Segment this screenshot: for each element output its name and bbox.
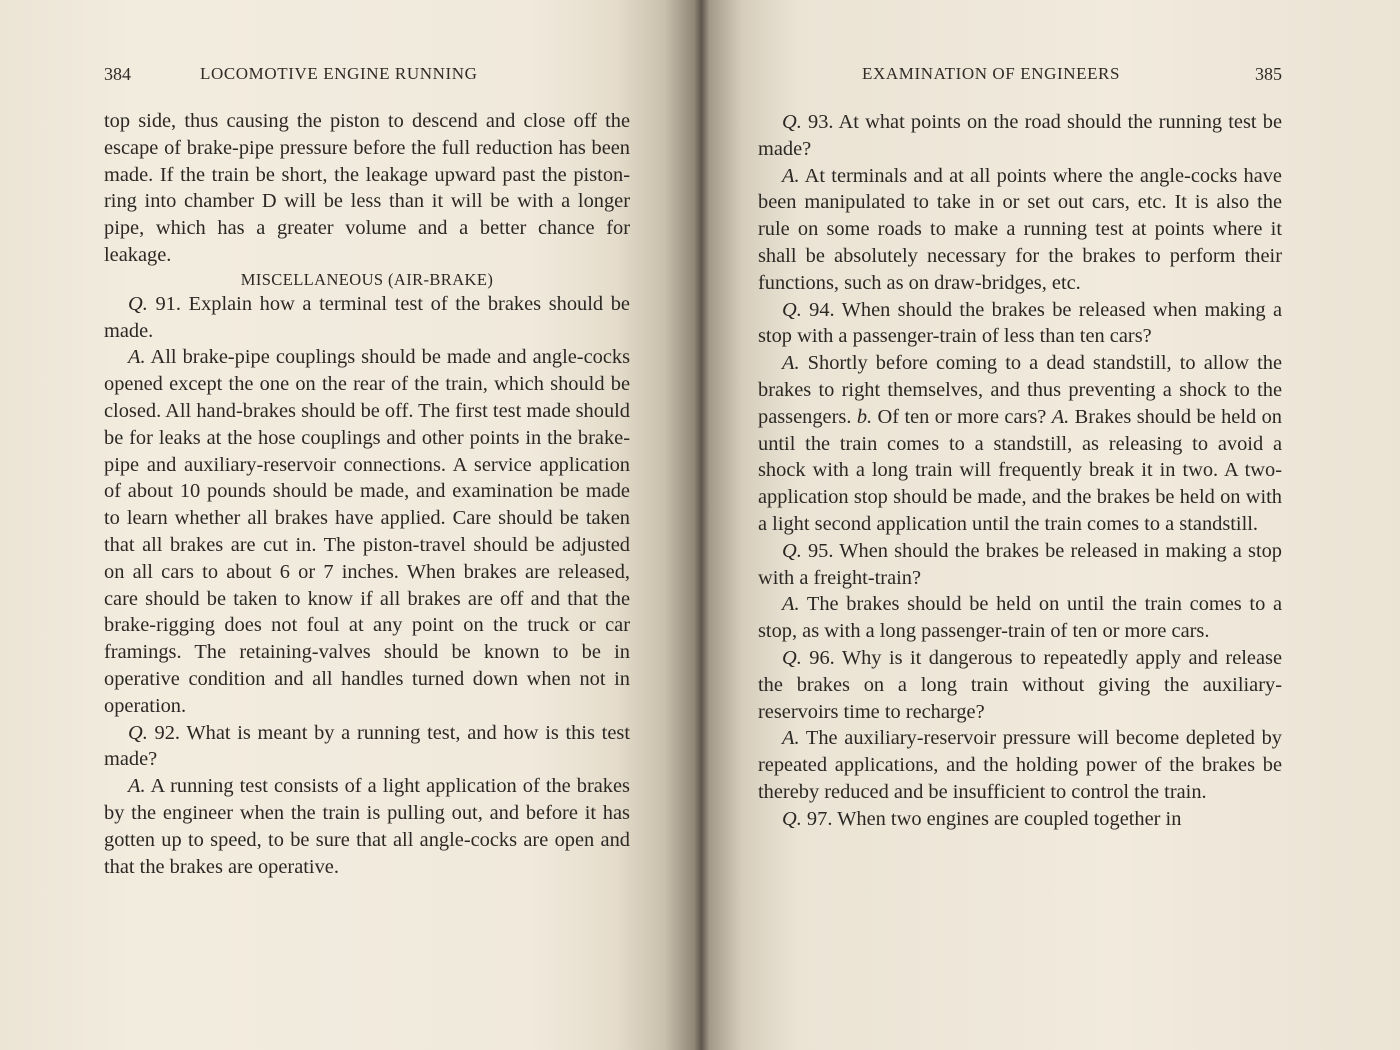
question-label: Q.: [128, 292, 148, 315]
question-label: Q.: [782, 539, 802, 562]
right-page-number: 385: [1255, 64, 1282, 84]
question-number: 94.: [801, 298, 835, 321]
question-number: 97.: [801, 807, 833, 830]
right-page: [758, 0, 1282, 1050]
question-95: [758, 538, 1282, 592]
left-page-number: 384: [104, 64, 131, 84]
question-number: 96.: [801, 646, 835, 669]
section-heading: MISCELLANEOUS (AIR-BRAKE): [240, 269, 494, 289]
question-96: [758, 645, 1282, 725]
answer-91: [104, 344, 630, 719]
question-text: Explain how a terminal test of the brakes should be made.: [104, 292, 630, 342]
continuation-paragraph: top side, thus causing the piston to descend and close off the escape of brake-pipe pressure before the full reduction has been made. If the train be short, the leakage upward past the piston-ring into chamber D will be less than it will be with a longer pipe, which has a greater volume and a better chance for leakage.: [104, 110, 630, 266]
question-label: Q.: [128, 721, 148, 744]
question-number: 91.: [147, 292, 181, 315]
question-label: Q.: [782, 646, 802, 669]
left-running-title: LOCOMOTIVE ENGINE RUNNING: [200, 64, 478, 83]
answer-93: [758, 163, 1282, 297]
question-number: 92.: [147, 721, 181, 744]
question-94: [758, 297, 1282, 351]
answer-label: A.: [128, 346, 146, 369]
answer-text: A running test consists of a light application of the brakes by the engineer when the train is pulling out, and before it has gotten up to speed, to be sure that all angle-cocks are open and that the brakes are operative.: [104, 775, 630, 878]
question-text: Why is it dangerous to repeatedly apply and release the brakes on a long train without giving the auxiliary-reservoirs time to recharge?: [758, 646, 1282, 723]
answer-label: A.: [782, 164, 800, 187]
sub-question-text: Of ten or more cars?: [872, 405, 1047, 428]
question-text: When two engines are coupled together in: [832, 807, 1182, 830]
question-number: 95.: [801, 539, 834, 562]
question-label: Q.: [782, 111, 802, 133]
sub-question-label: b.: [856, 405, 873, 428]
question-97: [758, 806, 1282, 833]
left-running-head: [104, 64, 630, 86]
left-page: [104, 0, 630, 1050]
question-text: What is meant by a running test, and how is this test made?: [104, 721, 630, 771]
answer-text: The auxiliary-reservoir pressure will become depleted by repeated applications, and the holding power of the brakes be thereby reduced and be insufficient to control the train.: [758, 727, 1282, 803]
answer-label: A.: [782, 593, 800, 616]
answer-text: All brake-pipe couplings should be made and angle-cocks opened except the one on the rear of the train, which should be closed. All hand-brakes should be off. The first test made should be for leaks at the hose couplings and other points in the brake-pipe and auxiliary-reservoir connections. A service application of about 10 pounds should be made, and examination be made to learn whether all brakes have applied. Care should be taken that all brakes are cut in. The piston-travel should be adjusted on all cars to about 6 or 7 inches. When brakes are released, care should be taken to know if all brakes are off and that the brake-rigging does not foul at any point on the truck or car framings. The retaining-valves should be known to be in operative condition and all handles turned down when not in operation.: [104, 346, 630, 717]
answer-95: [758, 591, 1282, 645]
right-running-title: EXAMINATION OF ENGINEERS: [862, 64, 1121, 83]
question-text: When should the brakes be released in making a stop with a freight-train?: [758, 539, 1282, 589]
left-page-body: [104, 108, 630, 880]
answer-label: A.: [782, 352, 800, 375]
question-91: [104, 291, 630, 345]
question-93: [758, 109, 1282, 163]
answer-text: At terminals and at all points where the angle-cocks have been manipulated to take in or set out cars, etc. It is also the rule on some roads to make a running test at points where it shall be absolutely necessary for the brakes to perform their functions, such as on draw-bridges, etc.: [758, 164, 1282, 294]
answer-94: [758, 350, 1282, 538]
answer-text: The brakes should be held on until the train comes to a stop, as with a long passenger-train of ten or more cars.: [758, 593, 1282, 643]
answer-text: Shortly before coming to a dead standstill, to allow the brakes to right themselves, and thus preventing a shock to the passengers.: [758, 352, 1282, 428]
question-label: Q.: [782, 807, 802, 830]
right-page-body: [758, 109, 1282, 833]
question-92: [104, 720, 630, 774]
question-text: At what points on the road should the running test be made?: [758, 111, 1282, 160]
question-text: When should the brakes be released when making a stop with a passenger-train of less than ten cars?: [758, 298, 1282, 348]
answer-label: A.: [782, 727, 800, 750]
right-running-head: [758, 64, 1282, 86]
question-label: Q.: [782, 298, 802, 321]
question-number: 93.: [801, 111, 834, 133]
sub-answer-label: A.: [1051, 405, 1070, 428]
answer-label: A.: [128, 775, 146, 798]
answer-92: [104, 773, 630, 880]
sub-answer-text: Brakes should be held on until the train comes to a standstill, as releasing to avoid a shock with a long train will frequently break it in two. A two-application stop should be made, and the brakes be held on with a light second application until the train comes to a standstill.: [758, 405, 1282, 535]
answer-96: [758, 725, 1282, 805]
